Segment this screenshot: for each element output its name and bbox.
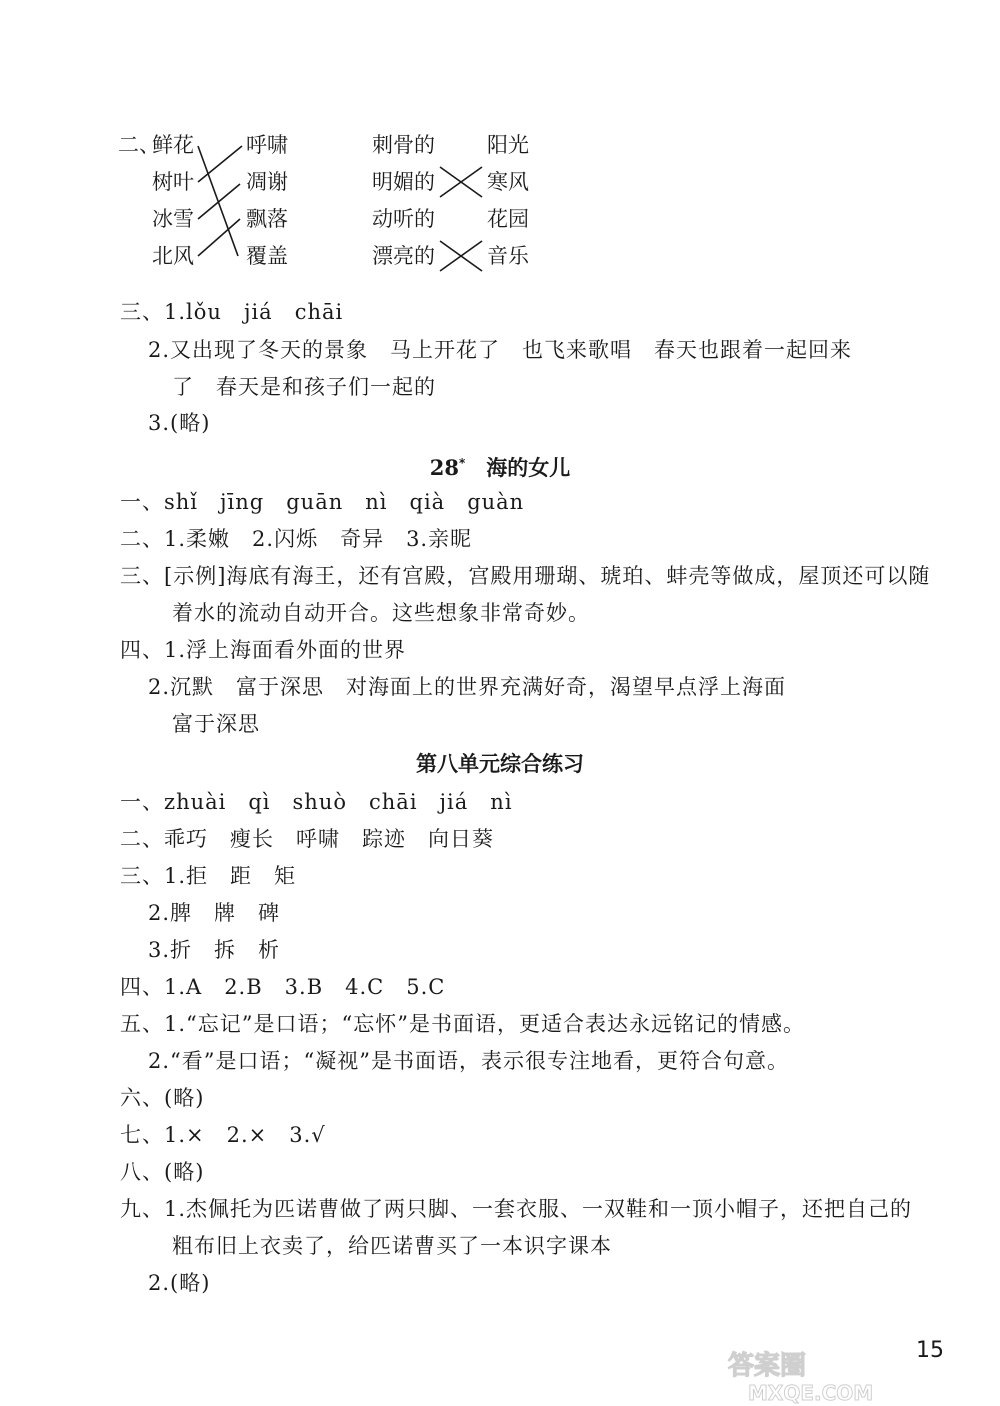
matching-marker: 二、 — [118, 133, 160, 157]
match-left-word: 树叶 — [152, 170, 194, 194]
lesson28-answer-4-2-line2: 富于深思 — [172, 712, 260, 736]
unit8-answer-5-2: 2.“看”是口语；“凝视”是书面语，表示很专注地看，更符合句意。 — [148, 1049, 789, 1073]
match-right-noun: 寒风 — [487, 170, 529, 194]
unit8-answer-8: 八、(略) — [120, 1160, 205, 1184]
match-right-noun: 阳光 — [487, 133, 529, 157]
match-left-word: 冰雪 — [152, 207, 194, 231]
page-number: 15 — [916, 1338, 944, 1363]
matching-lines — [0, 0, 1000, 300]
answer-3-2-line2: 了 春天是和孩子们一起的 — [172, 375, 436, 399]
lesson28-answer-4-2-line1: 2.沉默 富于深思 对海面上的世界充满好奇，渴望早点浮上海面 — [148, 675, 787, 699]
unit8-answer-5-1: 五、1.“忘记”是口语；“忘怀”是书面语，更适合表达永远铭记的情感。 — [120, 1012, 805, 1036]
unit8-answer-4: 四、1.A 2.B 3.B 4.C 5.C — [120, 975, 446, 999]
match-right-noun: 音乐 — [487, 244, 529, 268]
unit8-answer-9-1-line1: 九、1.杰佩托为匹诺曹做了两只脚、一套衣服、一双鞋和一顶小帽子，还把自己的 — [120, 1197, 913, 1221]
answer-3-2-line1: 2.又出现了冬天的景象 马上开花了 也飞来歌唱 春天也跟着一起回来 — [148, 338, 853, 362]
lesson28-answer-3-line1: 三、[示例]海底有海王，还有宫殿，宫殿用珊瑚、琥珀、蚌壳等做成，屋顶还可以随 — [120, 564, 931, 588]
match-line — [198, 146, 238, 256]
match-left-word: 鲜花 — [152, 133, 194, 157]
unit8-answer-9-1-line2: 粗布旧上衣卖了，给匹诺曹买了一本识字课本 — [172, 1234, 612, 1258]
unit8-answer-3-1: 三、1.拒 距 矩 — [120, 864, 297, 888]
unit8-answer-9-2: 2.(略) — [148, 1271, 211, 1295]
unit8-answer-7: 七、1.× 2.× 3.√ — [120, 1123, 326, 1147]
match-left-verb: 覆盖 — [246, 244, 288, 268]
match-right-adj: 刺骨的 — [372, 133, 435, 157]
unit8-answer-3-2: 2.脾 牌 碑 — [148, 901, 281, 925]
unit8-answer-6: 六、(略) — [120, 1086, 205, 1110]
match-left-verb: 凋谢 — [246, 170, 288, 194]
match-right-adj: 动听的 — [372, 207, 435, 231]
unit8-answer-2: 二、乖巧 瘦长 呼啸 踪迹 向日葵 — [120, 827, 494, 851]
unit8-answer-1: 一、zhuài qì shuò chāi jiá nì — [120, 790, 513, 814]
lesson28-answer-3-line2: 着水的流动自动开合。这些想象非常奇妙。 — [172, 601, 590, 625]
match-line — [198, 219, 240, 256]
svg-text:MXQE.COM: MXQE.COM — [748, 1381, 874, 1404]
answer-3-3: 3.(略) — [148, 411, 211, 435]
lesson28-answer-4-1: 四、1.浮上海面看外面的世界 — [120, 638, 407, 662]
lesson-28-title: 28* 海的女儿 — [429, 455, 571, 480]
unit8-answer-3-3: 3.折 拆 析 — [148, 938, 281, 962]
match-left-verb: 飘落 — [246, 207, 288, 231]
match-line — [198, 184, 240, 219]
lesson28-answer-1: 一、shǐ jīng guān nì qià guàn — [120, 490, 525, 514]
match-left-word: 北风 — [152, 244, 194, 268]
match-right-adj: 漂亮的 — [372, 244, 435, 268]
match-right-adj: 明媚的 — [372, 170, 435, 194]
answer-3-1: 三、1.lǒu jiá chāi — [120, 300, 344, 324]
match-right-noun: 花园 — [487, 207, 529, 231]
match-left-verb: 呼啸 — [246, 133, 288, 157]
svg-text:答案圈: 答案圈 — [728, 1351, 807, 1381]
lesson28-answer-2: 二、1.柔嫩 2.闪烁 奇异 3.亲昵 — [120, 527, 473, 551]
watermark-logo — [718, 1346, 990, 1404]
unit8-title: 第八单元综合练习 — [416, 752, 584, 776]
